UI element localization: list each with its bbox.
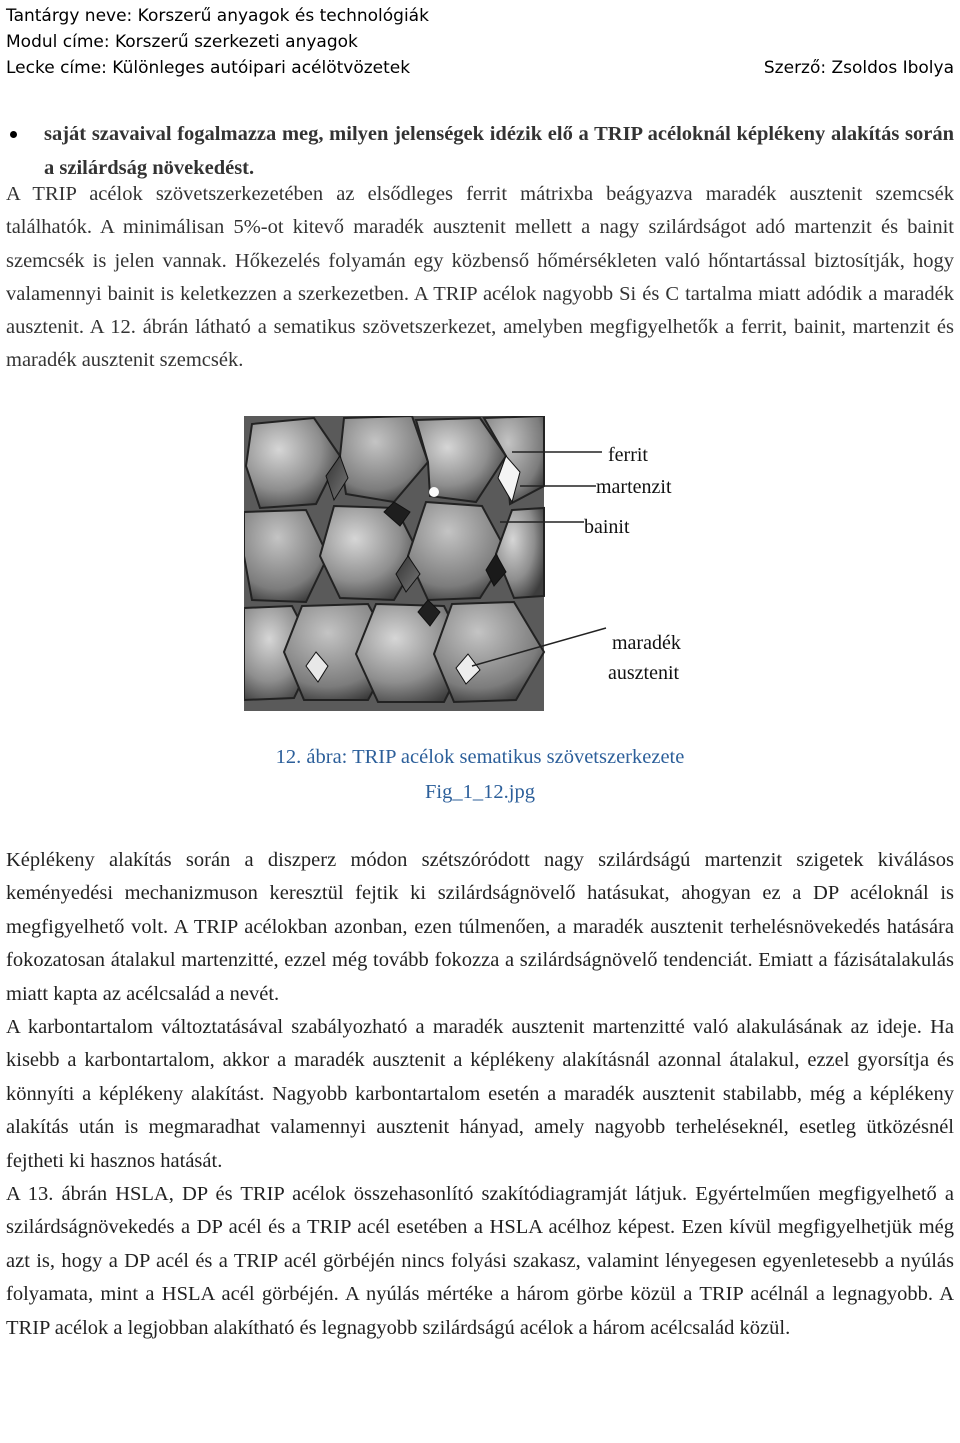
label-ferrit: ferrit (608, 444, 648, 466)
header-module: Modul címe: Korszerű szerkezeti anyagok (6, 32, 358, 52)
label-martenzit: martenzit (596, 476, 672, 498)
header-subject: Tantárgy neve: Korszerű anyagok és technológiák (6, 6, 429, 26)
body-text (6, 844, 954, 1345)
body-paragraph: Képlékeny alakítás során a diszperz módon szétszóródott nagy szilárdságú martenzit szigetek kiválásos keményedési mechanizmuson keresztül fejtik ki szilárdságnövelő hatásukat, ahogyan ez a DP acéloknál is megfigyelhető volt. A TRIP acélokban azonban, ezen túlmenően, a maradék ausztenit terhelésnövekedés hatására fokozatosan átalakul martenzitté, ezzel még tovább fokozza a szilárdságnövelő tendenciát. Emiatt a fázisátalakulás miatt kapta az acélcsalád a nevét. (6, 849, 954, 1005)
header-author: Szerző: Zsoldos Ibolya (763, 58, 954, 78)
bullet-dot-icon (10, 131, 17, 138)
intro-paragraph: A TRIP acélok szövetszerkezetében az elsődleges ferrit mátrixba beágyazva maradék ausztenit szemcsék találhatók. A minimálisan 5%-ot kitevő maradék ausztenit mellett a nagy szilárdságot adó martenzit és bainit szemcsék is jelen vannak. Hőkezelés folyamán egy közbenső hőmérsékleten való hőntartással biztosítják, hogy valamennyi bainit is keletkezzen a szerkezetben. A TRIP acélok nagyobb Si és C tartalma miatt adódik a maradék ausztenit. A 12. ábrán látható a sematikus szövetszerkezet, amelyben megfigyelhetők a ferrit, bainit, martenzit és maradék ausztenit szemcsék. (6, 183, 954, 372)
label-maradek: maradék (612, 632, 681, 654)
label-bainit: bainit (584, 516, 630, 538)
label-ausztenit: ausztenit (608, 662, 680, 684)
figure-filename: Fig_1_12.jpg (425, 781, 535, 803)
microstructure-figure (244, 416, 714, 711)
body-paragraph: A 13. ábrán HSLA, DP és TRIP acélok összehasonlító szakítódiagramját látjuk. Egyértelműen megfigyelhető a szilárdságnövekedés a DP acél és a TRIP acél esetében a HSLA acélhoz képest. Ezen kívül megfigyelhetjük még azt is, hogy a DP acél és a TRIP acél görbéjén nincs folyási szakasz, valamint lényegesen egyenletesebb a nyúlás folyamata, mint a HSLA acél görbéjén. A nyúlás mértéke a három görbe közül a TRIP acélnál a legnagyobb. A TRIP acélok a legjobban alakítható és legnagyobb szilárdságú acélok a három acélcsalád közül. (6, 1183, 954, 1339)
header-lesson: Lecke címe: Különleges autóipari acélötvözetek (6, 58, 411, 78)
figure-caption: 12. ábra: TRIP acélok sematikus szövetszerkezete (275, 746, 685, 768)
body-paragraph: A karbontartalom változtatásával szabályozható a maradék ausztenit martenzitté való alakulásának az ideje. Ha kisebb a karbontartalom, akkor a maradék ausztenit a képlékeny alakításnál azonnal átalakul, ezzel gyorsítja és könnyíti a képlékeny alakítást. Nagyobb karbontartalom esetén a maradék ausztenit stabilabb, még a képlékeny alakítás után is megmaradhat valamennyi ausztenit hányad, amely nagyobb terheléseknél, esetleg ütközésnél fejtheti ki hasznos hatását. (6, 1016, 954, 1172)
bullet-text: saját szavaival fogalmazza meg, milyen jelenségek idézik elő a TRIP acéloknál képlékeny alakítás során a szilárdság növekedést. (44, 123, 954, 179)
bullet-item (44, 117, 954, 185)
